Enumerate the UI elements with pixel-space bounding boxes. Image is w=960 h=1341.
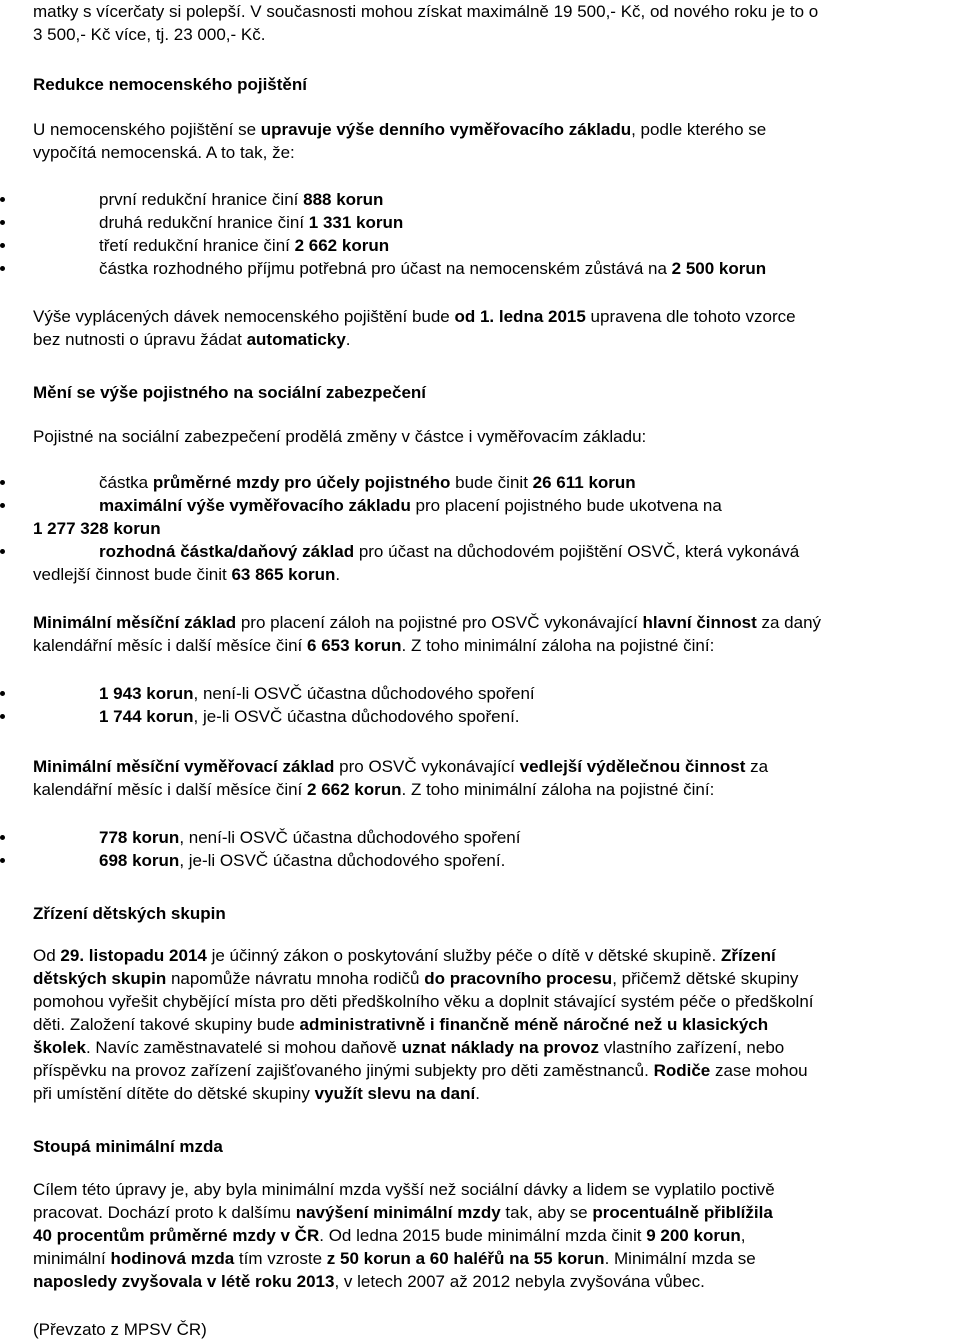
bullet-icon [0,549,5,554]
minimalni-mzda-paragraph: Cílem této úpravy je, aby byla minimální mzda vyšší než sociální dávky a lidem se vyplatilo poctivě pracovat. Dochází proto k dalšímu navýšení minimální mzdy tak, aby se procentuálně přiblížila 40 procentům průměrné mzdy v ČR. Od ledna 2015 bude minimální mzda činit 9 200 korun, minimální hodinová mzda tím vzroste z 50 korun a 60 haléřů na 55 korun. Minimální mzda se naposledy zvyšovala v létě roku 2013, v letech 2007 až 2012 nebyla zvyšována vůbec. [33,1180,775,1291]
list-item: částka rozhodného příjmu potřebná pro účast na nemocenském zůstává na 2 500 korun [33,257,960,280]
detske-skupiny-paragraph: Od 29. listopadu 2014 je účinný zákon o poskytování služby péče o dítě v dětské skupině. Zřízení dětských skupin napomůže návratu mnoha rodičů do pracovního procesu, přičemž dětské skupiny pomohou vyřešit chybějící místa pro děti předškolního věku a doplnit stávající systém péče o předškolní děti. Založení takové skupiny bude administrativně i finančně méně náročné než u klasických školek. Navíc zaměstnavatelé si mohou daňově uznat náklady na provoz vlastního zařízení, nebo příspěvku na provoz zařízení zajišťovaného jinými subjekty pro děti zaměstnanců. Rodiče zase mohou při umístění dítěte do dětské skupiny využít slevu na daní. [33,946,814,1103]
nemocenske-vyse-paragraph: Výše vyplácených dávek nemocenského pojištění bude od 1. ledna 2015 upravena dle tohoto vzorce bez nutnosti o úpravu žádat automaticky. [33,307,796,349]
list-item: rozhodná částka/daňový základ pro účast na důchodovém pojištění OSVČ, která vykonává vedlejší činnost bude činit 63 865 korun. [33,540,960,586]
list-item: druhá redukční hranice činí 1 331 korun [33,211,960,234]
section-heading-nemocenske: Redukce nemocenského pojištění [33,75,307,94]
list-item: 1 744 korun, je-li OSVČ účastna důchodového spoření. [33,705,960,728]
bullet-icon [0,691,5,696]
bullet-icon [0,197,5,202]
bullet-icon [0,220,5,225]
list-item: 778 korun, není-li OSVČ účastna důchodového spoření [33,826,960,849]
bullet-icon [0,858,5,863]
socialni-intro: Pojistné na sociální zabezpečení prodělá změny v částce i vyměřovacím základu: [33,427,647,446]
min-zaklad-vedlejsi-bullets [33,826,960,872]
section-heading-detske-skupiny: Zřízení dětských skupin [33,904,226,923]
bullet-icon [0,266,5,271]
list-item: první redukční hranice činí 888 korun [33,188,960,211]
bullet-icon [0,503,5,508]
nemocenske-intro-paragraph: U nemocenského pojištění se upravuje výše denního vyměřovacího základu, podle kterého se vypočítá nemocenská. A to tak, že: [33,120,767,162]
section-heading-minimalni-mzda: Stoupá minimální mzda [33,1137,223,1156]
bullet-icon [0,480,5,485]
list-item: částka průměrné mzdy pro účely pojistného bude činit 26 611 korun [33,471,960,494]
min-zaklad-vedlejsi-paragraph: Minimální měsíční vyměřovací základ pro OSVČ vykonávající vedlejší výdělečnou činnost za kalendářní měsíc i další měsíce činí 2 662 korun. Z toho minimální záloha na pojistné činí: [33,757,769,799]
intro-paragraph [33,0,960,46]
list-item: 698 korun, je-li OSVČ účastna důchodového spoření. [33,849,960,872]
bullet-icon [0,243,5,248]
intro-line-1: matky s vícerčaty si polepší. V současnosti mohou získat maximálně 19 500,- Kč, od nového roku je to o [33,2,819,21]
socialni-bullet-list [33,471,960,586]
bullet-icon [0,835,5,840]
min-zaklad-hlavni-paragraph: Minimální měsíční základ pro placení záloh na pojistné pro OSVČ vykonávající hlavní činnost za daný kalendářní měsíc i další měsíce činí 6 653 korun. Z toho minimální záloha na pojistné činí: [33,613,822,655]
nemocenske-bullet-list [33,188,960,280]
min-zaklad-hlavni-bullets [33,682,960,728]
bullet-icon [0,714,5,719]
list-item: maximální výše vyměřovacího základu pro placení pojistného bude ukotvena na 1 277 328 korun [33,494,960,540]
list-item: třetí redukční hranice činí 2 662 korun [33,234,960,257]
list-item: 1 943 korun, není-li OSVČ účastna důchodového spoření [33,682,960,705]
intro-line-2: 3 500,- Kč více, tj. 23 000,- Kč. [33,25,266,44]
source-note: (Převzato z MPSV ČR) [33,1320,207,1339]
section-heading-socialni: Mění se výše pojistného na sociální zabezpečení [33,383,427,402]
